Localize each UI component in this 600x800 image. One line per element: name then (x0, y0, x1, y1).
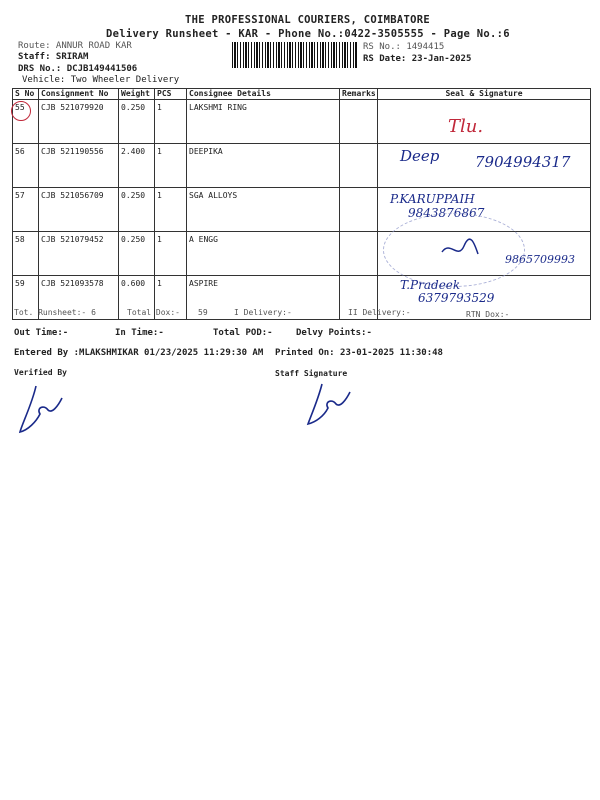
runsheet-table (12, 88, 591, 320)
handwriting-row57-phone: 9843876867 (408, 206, 485, 220)
col-header-pcs: PCS (155, 89, 187, 100)
verified-by-signature (14, 378, 74, 438)
verified-by-label: Verified By (14, 368, 67, 377)
barcode (232, 42, 358, 68)
cell-weight: 0.250 (119, 100, 155, 144)
cell-weight: 0.250 (119, 188, 155, 232)
vehicle-label: Vehicle: Two Wheeler Delivery (22, 75, 180, 85)
col-header-remarks: Remarks (340, 89, 378, 100)
table-header-row (13, 89, 591, 100)
drs-number: DRS No.: DCJB149441506 (18, 64, 138, 74)
runsheet-title: Delivery Runsheet - KAR - Phone No.:0422-3505555 - Page No.:6 (106, 28, 510, 40)
col-header-consignment: Consignment No (39, 89, 119, 100)
handwriting-row55: Tlu. (448, 116, 484, 137)
handwriting-row59-name: T.Pradeek (400, 278, 461, 292)
staff-label: Staff: SRIRAM (18, 52, 89, 62)
col-header-consignee: Consignee Details (187, 89, 340, 100)
entered-by: Entered By :MLAKSHMIKAR 01/23/2025 11:29:30 AM (14, 348, 264, 358)
cell-consignee: A ENGG (187, 232, 340, 276)
cell-consignment: CJB 521079452 (39, 232, 119, 276)
i-delivery-label: I Delivery:- (234, 308, 292, 317)
cell-consignee: DEEPIKA (187, 144, 340, 188)
handwriting-row56-name: Deep (400, 147, 440, 165)
col-header-seal-signature: Seal & Signature (378, 89, 591, 100)
printed-on: Printed On: 23-01-2025 11:30:48 (275, 348, 443, 358)
route-label: Route: ANNUR ROAD KAR (18, 41, 132, 51)
company-title: THE PROFESSIONAL COURIERS, COIMBATORE (185, 14, 430, 26)
cell-consignment: CJB 521056709 (39, 188, 119, 232)
cell-sno: 56 (13, 144, 39, 188)
cell-remarks (340, 188, 378, 232)
cell-consignment: CJB 521093578 (39, 276, 119, 320)
cell-pcs: 1 (155, 232, 187, 276)
cell-remarks (340, 144, 378, 188)
handwriting-row56-phone: 7904994317 (475, 153, 571, 171)
signature-row58 (440, 238, 480, 262)
cell-sno: 57 (13, 188, 39, 232)
total-dox-label: Total Dox:- (127, 308, 180, 317)
col-header-weight: Weight (119, 89, 155, 100)
total-dox-value: 59 (198, 308, 208, 317)
cell-weight: 2.400 (119, 144, 155, 188)
handwriting-row59-phone: 6379793529 (418, 291, 495, 305)
cell-sno: 55 (13, 100, 39, 144)
col-header-sno: S No (13, 89, 39, 100)
ii-delivery-label: II Delivery:- (348, 308, 411, 317)
cell-consignment: CJB 521079920 (39, 100, 119, 144)
rs-date: RS Date: 23-Jan-2025 (363, 54, 472, 64)
cell-weight: 0.250 (119, 232, 155, 276)
delvy-points-label: Delvy Points:- (296, 328, 372, 338)
cell-pcs: 1 (155, 144, 187, 188)
cell-sno: 58 (13, 232, 39, 276)
total-pod-label: Total POD:- (213, 328, 273, 338)
cell-signature (378, 100, 591, 144)
cell-remarks (340, 100, 378, 144)
cell-consignee: LAKSHMI RING (187, 100, 340, 144)
table-row (13, 100, 591, 144)
cell-pcs: 1 (155, 276, 187, 320)
cell-remarks (340, 232, 378, 276)
in-time-label: In Time:- (115, 328, 164, 338)
cell-consignee: ASPIRE (187, 276, 340, 320)
rs-number: RS No.: 1494415 (363, 42, 445, 52)
staff-signature-mark (302, 378, 362, 430)
cell-weight: 0.600 (119, 276, 155, 320)
rtn-dox-label: RTN Dox:- (466, 310, 510, 319)
cell-sno: 59 (13, 276, 39, 320)
cell-pcs: 1 (155, 188, 187, 232)
total-runsheet: Tot. Runsheet:- 6 (14, 308, 96, 317)
cell-consignment: CJB 521190556 (39, 144, 119, 188)
cell-consignee: SGA ALLOYS (187, 188, 340, 232)
staff-signature-label: Staff Signature (275, 369, 348, 378)
handwriting-row57-name: P.KARUPPAIH (390, 192, 475, 206)
handwriting-row58-phone: 9865709993 (505, 253, 575, 266)
out-time-label: Out Time:- (14, 328, 69, 338)
red-circle-mark (11, 101, 31, 121)
cell-pcs: 1 (155, 100, 187, 144)
